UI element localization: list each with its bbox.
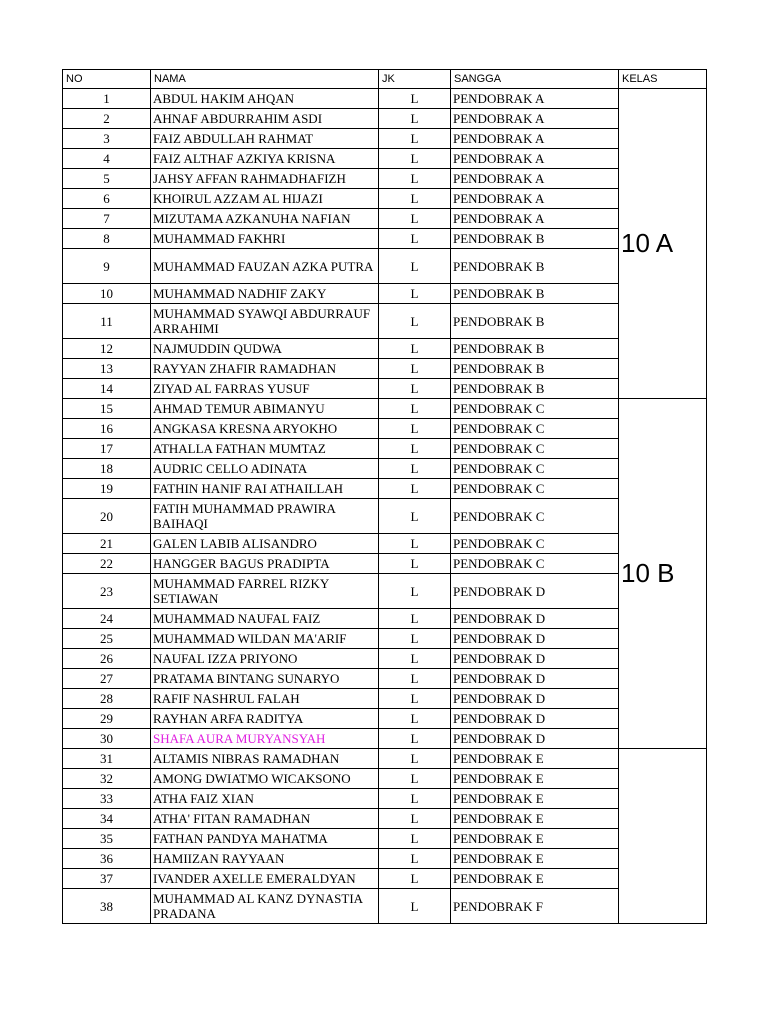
cell-nama: MUHAMMAD AL KANZ DYNASTIA PRADANA [151,889,379,924]
cell-nama: ATHA' FITAN RAMADHAN [151,809,379,829]
cell-nama: FAIZ ALTHAF AZKIYA KRISNA [151,149,379,169]
cell-nama: FATHIN HANIF RAI ATHAILLAH [151,479,379,499]
table-row [63,284,707,304]
table-row [63,574,707,609]
cell-sangga: PENDOBRAK E [451,769,619,789]
cell-nama: ZIYAD AL FARRAS YUSUF [151,379,379,399]
cell-sangga: PENDOBRAK A [451,149,619,169]
table-row [63,769,707,789]
cell-jk: L [379,169,451,189]
cell-nama: NAUFAL IZZA PRIYONO [151,649,379,669]
cell-sangga: PENDOBRAK A [451,109,619,129]
cell-sangga: PENDOBRAK B [451,229,619,249]
cell-no: 25 [63,629,151,649]
cell-no: 3 [63,129,151,149]
header-nama: NAMA [151,70,379,89]
cell-nama: MUHAMMAD NADHIF ZAKY [151,284,379,304]
cell-no: 31 [63,749,151,769]
cell-sangga: PENDOBRAK B [451,304,619,339]
cell-no: 19 [63,479,151,499]
table-row [63,149,707,169]
cell-sangga: PENDOBRAK E [451,749,619,769]
cell-jk: L [379,609,451,629]
cell-sangga: PENDOBRAK E [451,849,619,869]
cell-no: 23 [63,574,151,609]
cell-nama: HAMIIZAN RAYYAAN [151,849,379,869]
cell-jk: L [379,689,451,709]
cell-sangga: PENDOBRAK D [451,629,619,649]
cell-nama: MUHAMMAD NAUFAL FAIZ [151,609,379,629]
cell-no: 26 [63,649,151,669]
table-row [63,709,707,729]
cell-sangga: PENDOBRAK C [451,459,619,479]
cell-jk: L [379,359,451,379]
table-row [63,749,707,769]
cell-jk: L [379,499,451,534]
cell-no: 8 [63,229,151,249]
cell-jk: L [379,459,451,479]
cell-sangga: PENDOBRAK C [451,534,619,554]
cell-no: 28 [63,689,151,709]
cell-jk: L [379,709,451,729]
table-row [63,359,707,379]
table-row [63,669,707,689]
cell-no: 14 [63,379,151,399]
cell-jk: L [379,109,451,129]
cell-nama: AHMAD TEMUR ABIMANYU [151,399,379,419]
cell-nama: FATIH MUHAMMAD PRAWIRA BAIHAQI [151,499,379,534]
cell-jk: L [379,749,451,769]
cell-no: 29 [63,709,151,729]
cell-nama: IVANDER AXELLE EMERALDYAN [151,869,379,889]
cell-nama: MUHAMMAD WILDAN MA'ARIF [151,629,379,649]
cell-jk: L [379,89,451,109]
cell-sangga: PENDOBRAK E [451,809,619,829]
table-row [63,629,707,649]
table-row [63,169,707,189]
cell-nama: ATHALLA FATHAN MUMTAZ [151,439,379,459]
cell-jk: L [379,669,451,689]
cell-nama: JAHSY AFFAN RAHMADHAFIZH [151,169,379,189]
cell-jk: L [379,379,451,399]
cell-sangga: PENDOBRAK D [451,609,619,629]
table-row [63,399,707,419]
cell-nama: FAIZ ABDULLAH RAHMAT [151,129,379,149]
cell-sangga: PENDOBRAK F [451,889,619,924]
cell-sangga: PENDOBRAK C [451,399,619,419]
table-row [63,649,707,669]
table-row [63,229,707,249]
table-row [63,889,707,924]
cell-nama: MIZUTAMA AZKANUHA NAFIAN [151,209,379,229]
cell-sangga: PENDOBRAK A [451,129,619,149]
cell-no: 16 [63,419,151,439]
table-row [63,89,707,109]
cell-no: 15 [63,399,151,419]
table-row [63,869,707,889]
cell-jk: L [379,554,451,574]
student-table [62,69,707,924]
cell-no: 6 [63,189,151,209]
cell-jk: L [379,284,451,304]
cell-no: 4 [63,149,151,169]
cell-nama: MUHAMMAD FAUZAN AZKA PUTRA [151,249,379,284]
cell-no: 24 [63,609,151,629]
cell-no: 20 [63,499,151,534]
cell-no: 11 [63,304,151,339]
cell-nama: MUHAMMAD SYAWQI ABDURRAUF ARRAHIMI [151,304,379,339]
cell-sangga: PENDOBRAK C [451,554,619,574]
cell-sangga: PENDOBRAK D [451,709,619,729]
cell-jk: L [379,869,451,889]
cell-sangga: PENDOBRAK A [451,209,619,229]
cell-no: 33 [63,789,151,809]
table-row [63,439,707,459]
cell-sangga: PENDOBRAK E [451,829,619,849]
cell-sangga: PENDOBRAK A [451,89,619,109]
table-row [63,499,707,534]
cell-nama: MUHAMMAD FARREL RIZKY SETIAWAN [151,574,379,609]
cell-jk: L [379,149,451,169]
cell-nama-highlighted: SHAFA AURA MURYANSYAH [151,729,379,749]
cell-nama: RAFIF NASHRUL FALAH [151,689,379,709]
cell-jk: L [379,729,451,749]
cell-jk: L [379,769,451,789]
cell-jk: L [379,889,451,924]
cell-sangga: PENDOBRAK B [451,359,619,379]
kelas-group-empty [619,749,707,924]
table-row [63,829,707,849]
cell-jk: L [379,629,451,649]
header-row [63,70,707,89]
table-row [63,849,707,869]
table-row [63,534,707,554]
cell-no: 35 [63,829,151,849]
cell-sangga: PENDOBRAK D [451,649,619,669]
cell-jk: L [379,809,451,829]
cell-nama: FATHAN PANDYA MAHATMA [151,829,379,849]
cell-sangga: PENDOBRAK B [451,379,619,399]
table-row [63,789,707,809]
cell-no: 30 [63,729,151,749]
cell-no: 32 [63,769,151,789]
cell-no: 22 [63,554,151,574]
cell-jk: L [379,574,451,609]
cell-jk: L [379,534,451,554]
header-no: NO [63,70,151,89]
cell-jk: L [379,419,451,439]
cell-sangga: PENDOBRAK C [451,479,619,499]
cell-sangga: PENDOBRAK B [451,284,619,304]
header-jk: JK [379,70,451,89]
cell-nama: ALTAMIS NIBRAS RAMADHAN [151,749,379,769]
cell-jk: L [379,649,451,669]
cell-sangga: PENDOBRAK E [451,869,619,889]
cell-jk: L [379,829,451,849]
cell-nama: HANGGER BAGUS PRADIPTA [151,554,379,574]
cell-no: 18 [63,459,151,479]
cell-sangga: PENDOBRAK D [451,574,619,609]
table-row [63,809,707,829]
cell-jk: L [379,209,451,229]
table-row [63,129,707,149]
cell-jk: L [379,189,451,209]
cell-no: 21 [63,534,151,554]
kelas-group-10b: 10 B [619,399,707,749]
cell-sangga: PENDOBRAK D [451,689,619,709]
cell-jk: L [379,129,451,149]
cell-sangga: PENDOBRAK C [451,439,619,459]
cell-jk: L [379,339,451,359]
cell-jk: L [379,249,451,284]
cell-sangga: PENDOBRAK B [451,249,619,284]
header-kelas: KELAS [619,70,707,89]
cell-nama: AMONG DWIATMO WICAKSONO [151,769,379,789]
cell-nama: GALEN LABIB ALISANDRO [151,534,379,554]
table-row [63,479,707,499]
kelas-group-10a: 10 A [619,89,707,399]
table-row [63,609,707,629]
table-row [63,554,707,574]
table-row [63,189,707,209]
header-sangga: SANGGA [451,70,619,89]
cell-jk: L [379,479,451,499]
cell-no: 7 [63,209,151,229]
cell-sangga: PENDOBRAK A [451,169,619,189]
cell-sangga: PENDOBRAK C [451,499,619,534]
table-row [63,459,707,479]
cell-nama: RAYYAN ZHAFIR RAMADHAN [151,359,379,379]
table-row [63,109,707,129]
table-row [63,209,707,229]
cell-nama: ATHA FAIZ XIAN [151,789,379,809]
cell-sangga: PENDOBRAK A [451,189,619,209]
cell-jk: L [379,439,451,459]
cell-nama: AUDRIC CELLO ADINATA [151,459,379,479]
cell-nama: AHNAF ABDURRAHIM ASDI [151,109,379,129]
table-row [63,304,707,339]
cell-no: 37 [63,869,151,889]
cell-jk: L [379,789,451,809]
cell-jk: L [379,399,451,419]
cell-sangga: PENDOBRAK E [451,789,619,809]
cell-no: 17 [63,439,151,459]
cell-nama: PRATAMA BINTANG SUNARYO [151,669,379,689]
table-row [63,339,707,359]
table-row [63,249,707,284]
cell-jk: L [379,229,451,249]
cell-jk: L [379,304,451,339]
table-row [63,689,707,709]
cell-no: 10 [63,284,151,304]
cell-nama: ABDUL HAKIM AHQAN [151,89,379,109]
cell-no: 34 [63,809,151,829]
cell-nama: MUHAMMAD FAKHRI [151,229,379,249]
cell-no: 1 [63,89,151,109]
table-row [63,379,707,399]
cell-nama: KHOIRUL AZZAM AL HIJAZI [151,189,379,209]
cell-no: 38 [63,889,151,924]
cell-no: 36 [63,849,151,869]
cell-no: 2 [63,109,151,129]
cell-no: 12 [63,339,151,359]
cell-jk: L [379,849,451,869]
cell-sangga: PENDOBRAK B [451,339,619,359]
cell-sangga: PENDOBRAK C [451,419,619,439]
cell-no: 9 [63,249,151,284]
cell-nama: NAJMUDDIN QUDWA [151,339,379,359]
cell-nama: RAYHAN ARFA RADITYA [151,709,379,729]
cell-nama: ANGKASA KRESNA ARYOKHO [151,419,379,439]
table-row [63,729,707,749]
cell-sangga: PENDOBRAK D [451,729,619,749]
cell-no: 13 [63,359,151,379]
cell-no: 27 [63,669,151,689]
table-row [63,419,707,439]
cell-sangga: PENDOBRAK D [451,669,619,689]
cell-no: 5 [63,169,151,189]
